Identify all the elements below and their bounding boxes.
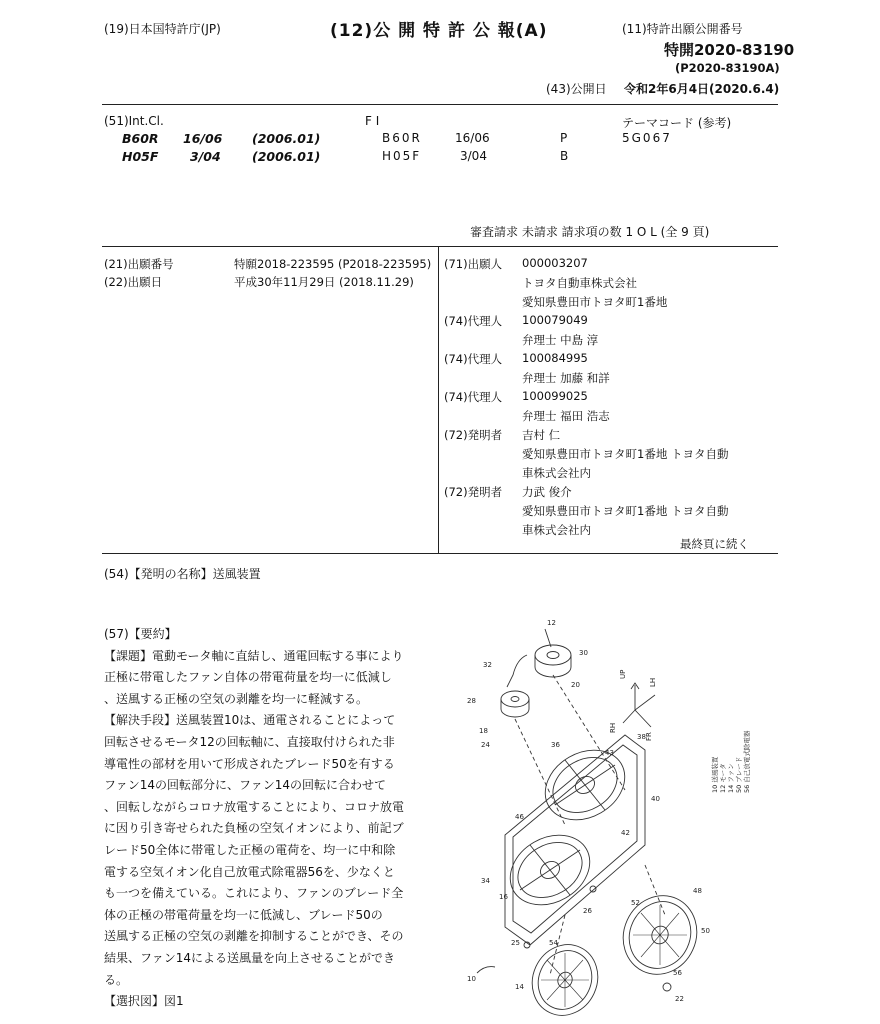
biblio-top-divider bbox=[102, 246, 778, 247]
motor-mid bbox=[501, 691, 529, 707]
agent-id: 100099025 bbox=[522, 389, 588, 403]
ref-numeral: 48 bbox=[693, 887, 702, 895]
doc-type: (12)公 開 特 許 公 報(A) bbox=[330, 21, 548, 41]
abstract-line: 体の正極の帯電荷量を均一に低減し、ブレード50の bbox=[104, 907, 383, 922]
biblio-column-divider bbox=[438, 246, 439, 553]
abstract-line: 【課題】電動モータ軸に直結し、通電回転する事により bbox=[104, 648, 404, 663]
legend-line: 12 モータ bbox=[719, 763, 727, 793]
inventor-name: 力武 俊介 bbox=[522, 485, 572, 499]
pub-date-label: (43)公開日 bbox=[546, 82, 607, 96]
abstract-line: 送風する正極の空気の剥離を抑制することができ、その bbox=[104, 929, 404, 944]
abstract-heading: (57)【要約】 bbox=[104, 627, 177, 641]
ref-numeral: 24 bbox=[481, 741, 490, 749]
direction-axes bbox=[623, 685, 655, 727]
ref-numeral: 16 bbox=[499, 893, 508, 901]
motor-top bbox=[535, 645, 571, 665]
ref-numeral: 25 bbox=[511, 939, 520, 947]
ref-numeral: 26 bbox=[583, 907, 592, 915]
ref-numeral: 22 bbox=[675, 995, 684, 1003]
ref-numeral: 18 bbox=[479, 727, 488, 735]
pub-no-alt: (P2020-83190A) bbox=[675, 61, 780, 75]
ref-numeral: 50 bbox=[701, 927, 710, 935]
fi-symbol: B bbox=[560, 149, 569, 163]
inventor-label: (72)発明者 bbox=[444, 428, 503, 442]
abstract-line: 【解決手段】送風装置10は、通電されることによって bbox=[104, 713, 396, 728]
applicant-name: トヨタ自動車株式会社 bbox=[522, 276, 637, 290]
legend-line: 56 自己放電式除電器 bbox=[743, 730, 751, 793]
ref-numeral: 56 bbox=[673, 969, 682, 977]
ref-numeral: 54 bbox=[549, 939, 558, 947]
abstract-line: 導電性の部材を用いて形成されたブレード50を有する bbox=[104, 756, 395, 771]
fi-group: 3/04 bbox=[460, 149, 487, 163]
abstract bbox=[104, 624, 446, 1013]
ref-numeral: 46 bbox=[515, 813, 524, 821]
ipc-code: B60R bbox=[122, 131, 159, 146]
ref-numeral: 34 bbox=[481, 877, 490, 885]
ref-numeral: 14 bbox=[515, 983, 524, 991]
app-no-label: (21)出願番号 bbox=[104, 257, 174, 271]
applicant-address: 愛知県豊田市トヨタ町1番地 bbox=[522, 295, 668, 309]
abstract-line: る。 bbox=[104, 972, 129, 987]
fi-code: H05F bbox=[382, 149, 422, 163]
ref-numeral: 43 bbox=[605, 749, 614, 757]
agent-id: 100084995 bbox=[522, 351, 588, 365]
ref-numeral: 40 bbox=[651, 795, 660, 803]
inventor-address: 愛知県豊田市トヨタ町1番地 トヨタ自動 bbox=[522, 447, 729, 461]
ref-numeral: 12 bbox=[547, 619, 556, 627]
invention-title: (54)【発明の名称】送風装置 bbox=[104, 567, 261, 581]
figure-reference: 【選択図】図1 bbox=[104, 994, 184, 1009]
abstract-line: 正極に帯電したファン自体の帯電荷量を均一に低減し bbox=[104, 670, 392, 685]
ipc-version: (2006.01) bbox=[252, 131, 321, 146]
agent-label: (74)代理人 bbox=[444, 352, 503, 366]
ipc-code: H05F bbox=[122, 149, 159, 164]
ref-numeral: 32 bbox=[483, 661, 492, 669]
inventor-address: 車株式会社内 bbox=[522, 523, 591, 537]
axis-rh-label: RH bbox=[609, 722, 617, 733]
patent-figure bbox=[455, 615, 780, 1020]
ref-numeral: 52 bbox=[631, 899, 640, 907]
legend-line: 14 ファン bbox=[727, 763, 735, 793]
biblio-bottom-divider bbox=[102, 553, 778, 554]
continued-note: 最終頁に続く bbox=[680, 537, 749, 551]
theme-code: 5G067 bbox=[622, 131, 672, 145]
agent-label: (74)代理人 bbox=[444, 390, 503, 404]
agent-id: 100079049 bbox=[522, 313, 588, 327]
abstract-line: も一つを備えている。これにより、ファンのブレード全 bbox=[104, 886, 404, 901]
inventor-name: 吉村 仁 bbox=[522, 428, 561, 442]
header-divider bbox=[102, 104, 778, 105]
abstract-line: 、送風する正極の空気の剥離を均一に軽減する。 bbox=[104, 691, 369, 706]
exam-status: 審査請求 未請求 請求項の数 1 O L (全 9 頁) bbox=[470, 225, 710, 239]
fi-code: B60R bbox=[382, 131, 422, 145]
abstract-line: 、回転しながらコロナ放電することにより、コロナ放電 bbox=[104, 799, 405, 814]
pub-date: 令和2年6月4日(2020.6.4) bbox=[624, 82, 780, 96]
ref-numeral: 28 bbox=[467, 697, 476, 705]
fi-label: F I bbox=[365, 114, 380, 128]
ipc-group: 3/04 bbox=[190, 149, 221, 164]
ref-numeral: 42 bbox=[621, 829, 630, 837]
ref-numeral: 10 bbox=[467, 975, 476, 983]
agent-label: (74)代理人 bbox=[444, 314, 503, 328]
abstract-line: 電する空気イオン化自己放電式除電器56を、少なくと bbox=[104, 864, 395, 879]
agent-name: 弁理士 加藤 和詳 bbox=[522, 371, 610, 385]
fi-group: 16/06 bbox=[455, 131, 490, 145]
pub-no-label: (11)特許出願公開番号 bbox=[622, 22, 743, 36]
abstract-line: ファン14の回転部分に、ファン14の回転に合わせて bbox=[104, 778, 387, 793]
ipc-group: 16/06 bbox=[183, 131, 223, 146]
filed-label: (22)出願日 bbox=[104, 275, 163, 289]
ref-numeral: 30 bbox=[579, 649, 588, 657]
ref-numeral: 36 bbox=[551, 741, 560, 749]
ref-numeral: 38 bbox=[637, 733, 646, 741]
abstract-line: に因り引き寄せられた負極の空気イオンにより、前記ブ bbox=[104, 821, 404, 836]
legend-line: 50 ブレード bbox=[735, 756, 743, 793]
country: (19)日本国特許庁(JP) bbox=[104, 22, 221, 36]
nut-part bbox=[663, 983, 671, 991]
inventor-address: 車株式会社内 bbox=[522, 466, 591, 480]
abstract-line: レード50全体に帯電した正極の電荷を、均一に中和除 bbox=[104, 842, 396, 857]
abstract-line: 結果、ファン14による送風量を向上させることができ bbox=[104, 950, 396, 965]
fi-symbol: P bbox=[560, 131, 568, 145]
abstract-line: 回転させるモータ12の回転軸に、直接取付けられた非 bbox=[104, 734, 395, 749]
discharger-part bbox=[590, 886, 596, 892]
ref-numeral: 20 bbox=[571, 681, 580, 689]
axis-fr-label: FR bbox=[645, 732, 653, 741]
inventor-address: 愛知県豊田市トヨタ町1番地 トヨタ自動 bbox=[522, 504, 729, 518]
applicant-id: 000003207 bbox=[522, 256, 588, 270]
ipc-version: (2006.01) bbox=[252, 149, 321, 164]
legend-line: 10 送風装置 bbox=[711, 756, 719, 793]
axis-up-label: UP bbox=[619, 669, 627, 679]
fan-shroud bbox=[505, 735, 645, 945]
pub-no: 特開2020-83190 bbox=[664, 41, 795, 59]
inventor-label: (72)発明者 bbox=[444, 485, 503, 499]
intcl-label: (51)Int.Cl. bbox=[104, 114, 164, 128]
theme-label: テーマコード (参考) bbox=[622, 116, 732, 130]
axis-lh-label: LH bbox=[649, 677, 657, 687]
filed-date: 平成30年11月29日 (2018.11.29) bbox=[234, 275, 414, 289]
app-no: 特願2018-223595 (P2018-223595) bbox=[234, 257, 432, 271]
agent-name: 弁理士 中島 淳 bbox=[522, 333, 599, 347]
applicant-label: (71)出願人 bbox=[444, 257, 503, 271]
agent-name: 弁理士 福田 浩志 bbox=[522, 409, 610, 423]
